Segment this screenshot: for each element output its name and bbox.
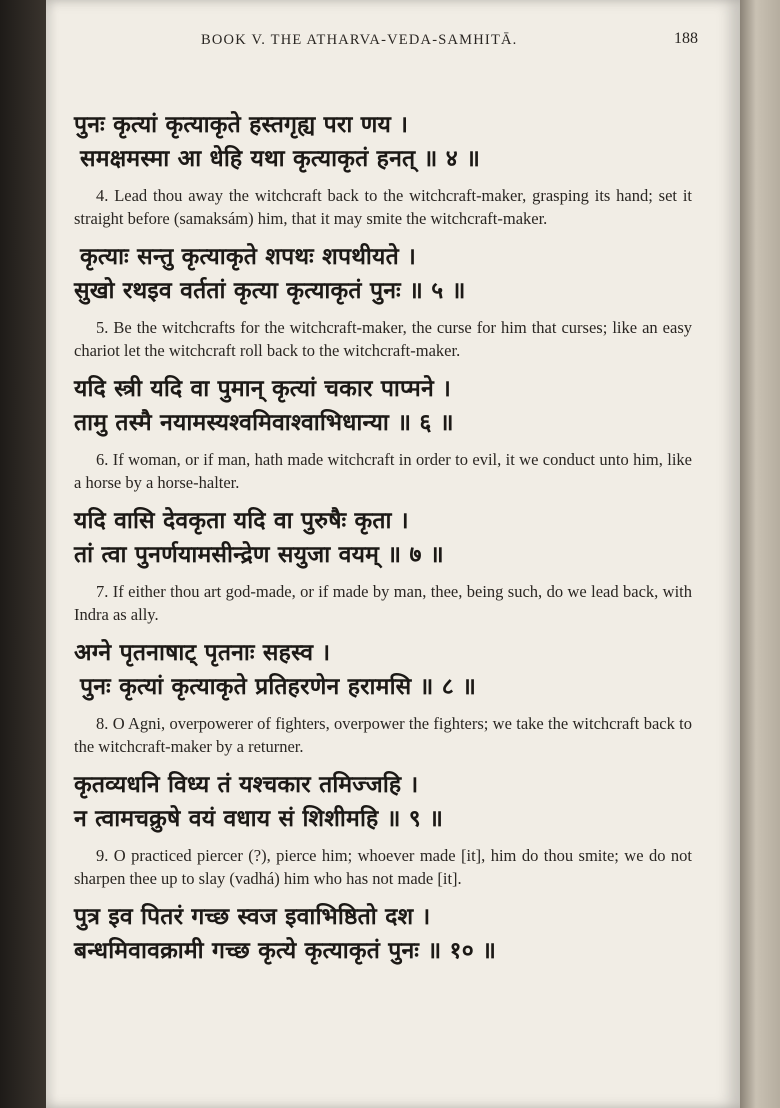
sanskrit-line: न त्वामचक्रुषे वयं वधाय सं शिशीमहि ॥ ९ ॥ (74, 806, 444, 832)
verse-8 (74, 636, 692, 758)
translation-paragraph: 8. O Agni, overpowerer of fighters, overpower the fighters; we take the witchcraft back to the witchcraft-maker by a returner. (74, 714, 692, 756)
page-header (46, 32, 740, 52)
page-content (74, 108, 692, 970)
sanskrit-line: कृतव्यधनि विध्य तं यश्चकार तमिज्जहि । (74, 772, 419, 798)
sanskrit-line: यदि वासि देवकृता यदि वा पुरुषैः कृता । (74, 508, 409, 534)
running-title: BOOK V. THE ATHARVA-VEDA-SAMHITĀ. (201, 32, 518, 48)
sanskrit-line: पुत्र इव पितरं गच्छ स्वज इवाभिष्ठितो दश । (74, 904, 431, 930)
sanskrit-line: समक्षमस्मा आ धेहि यथा कृत्याकृतं हनत् ॥ ४ ॥ (80, 146, 481, 172)
verse-7 (74, 504, 692, 626)
sanskrit-line: सुखो रथइव वर्ततां कृत्या कृत्याकृतं पुनः ॥ ५ ॥ (74, 278, 466, 304)
sanskrit-line: तां त्वा पुनर्णयामसीन्द्रेण सयुजा वयम् ॥ ७ ॥ (74, 542, 444, 568)
verse-9 (74, 768, 692, 890)
verse-4 (74, 108, 692, 230)
sanskrit-line: यदि स्त्री यदि वा पुमान् कृत्यां चकार पाप्मने । (74, 376, 452, 402)
book-edge-right (740, 0, 780, 1108)
translation-paragraph: 6. If woman, or if man, hath made witchcraft in order to evil, it we conduct unto him, like a horse by a horse-halter. (74, 450, 692, 492)
translation-paragraph: 4. Lead thou away the witchcraft back to the witchcraft-maker, grasping its hand; set it straight before (samaksám) him, that it may smite the witchcraft-maker. (74, 186, 692, 228)
sanskrit-line: तामु तस्मै नयामस्यश्वमिवाश्वाभिधान्या ॥ ६ ॥ (74, 410, 454, 436)
verse-5 (74, 240, 692, 362)
page-number: 188 (674, 30, 698, 47)
translation-paragraph: 7. If either thou art god-made, or if made by man, thee, being such, do we lead back, with Indra as ally. (74, 582, 692, 624)
sanskrit-line: पुनः कृत्यां कृत्याकृते प्रतिहरणेन हरामसि ॥ ८ ॥ (80, 674, 477, 700)
sanskrit-line: कृत्याः सन्तु कृत्याकृते शपथः शपथीयते । (80, 244, 417, 270)
verse-6 (74, 372, 692, 494)
book-page (46, 0, 740, 1108)
book-gutter-left (0, 0, 46, 1108)
sanskrit-line: बन्धमिवावक्रामी गच्छ कृत्ये कृत्याकृतं पुनः ॥ १० ॥ (74, 938, 497, 964)
translation-paragraph: 9. O practiced piercer (?), pierce him; whoever made [it], him do thou smite; we do not sharpen thee up to slay (vadhá) him who has not made [it]. (74, 846, 692, 888)
translation-paragraph: 5. Be the witchcrafts for the witchcraft-maker, the curse for him that curses; like an easy chariot let the witchcraft roll back to the witchcraft-maker. (74, 318, 692, 360)
sanskrit-line: अग्ने पृतनाषाट् पृतनाः सहस्व । (74, 640, 331, 666)
sanskrit-line: पुनः कृत्यां कृत्याकृते हस्तगृह्य परा णय । (74, 112, 409, 138)
verse-10 (74, 900, 692, 968)
